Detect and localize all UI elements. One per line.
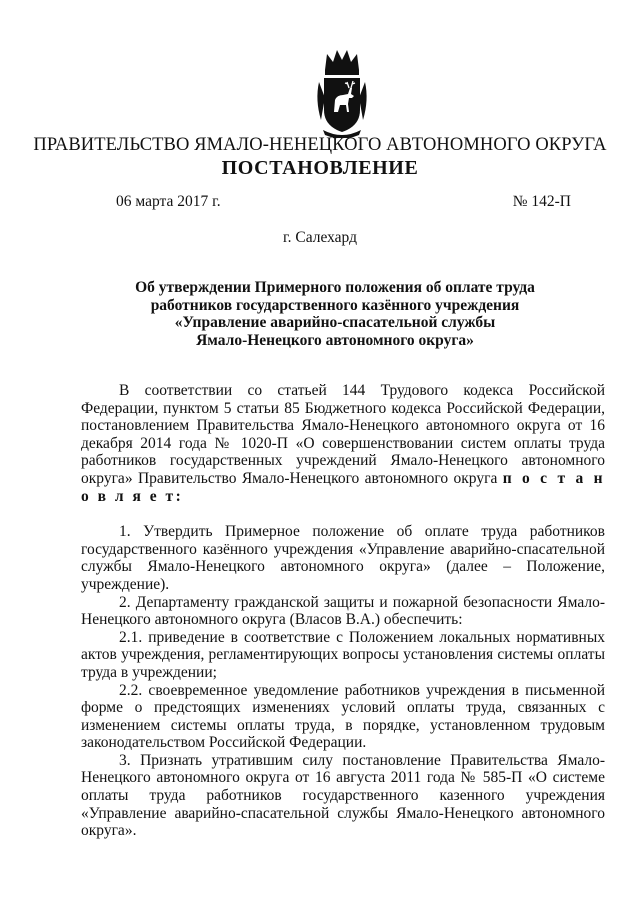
- document-subject: [100, 279, 570, 349]
- government-title: ПРАВИТЕЛЬСТВО ЯМАЛО-НЕНЕЦКОГО АВТОНОМНОГО ОКРУГА: [33, 135, 607, 155]
- clause-paragraph: 3. Признать утратившим силу постановление Правительства Ямало-Ненецкого автономного округа от 16 августа 2011 года № 585-П «О системе оплаты труда работников государственного казенного учреждения «Управление аварийно-спасательной службы Ямало-Ненецкого автономного округа».: [81, 751, 605, 840]
- coat-of-arms-icon: [313, 48, 371, 138]
- subject-line: Ямало-Ненецкого автономного округа»: [196, 331, 474, 349]
- clause-paragraph: 1. Утвердить Примерное положение об оплате труда работников государственного казённого учреждения «Управление аварийно-спасательной службы Ямало-Ненецкого автономного округа» (далее – Положение, учреждение).: [81, 523, 605, 593]
- document-city: г. Салехард: [283, 229, 357, 246]
- subject-line: Об утверждении Примерного положения об оплате труда: [135, 279, 535, 296]
- document-date: 06 марта 2017 г.: [116, 193, 221, 210]
- clause-paragraph: 2.2. своевременное уведомление работников учреждения в письменной форме о предстоящих изменениях условий оплаты труда, связанных с изменением системы оплаты труда, в порядке, установленном трудовым законодательством Российской Федерации.: [81, 681, 605, 752]
- document-number: № 142-П: [512, 193, 571, 210]
- preamble-text: В соответствии со статьей 144 Трудового кодекса Российской Федерации, пунктом 5 статьи 85 Бюджетного кодекса Российской Федерации, постановлением Правительства Ямало-Ненецкого автономного округа от 16 декабря 2014 года № 1020-П «О совершенствовании систем оплаты труда работников государственных учреждений Ямало-Ненецкого автономного округа» Правительство Ямало-Ненецкого автономного округа: [81, 382, 605, 487]
- preamble-paragraph: [81, 382, 605, 505]
- clause-paragraph: 2. Департаменту гражданской защиты и пожарной безопасности Ямало-Ненецкого автономного округа (Власов В.А.) обеспечить:: [81, 593, 605, 629]
- clause-paragraph: 2.1. приведение в соответствие с Положением локальных нормативных актов учреждения, регламентирующих вопросы установления системы оплаты труда в учреждении;: [81, 628, 605, 681]
- subject-line: работников государственного казённого учреждения: [150, 296, 520, 314]
- subject-line: «Управление аварийно-спасательной службы: [174, 314, 496, 331]
- document-type: ПОСТАНОВЛЕНИЕ: [221, 157, 419, 179]
- document-body: [81, 382, 605, 840]
- resolves-phrase: п о с т а н о в л я е т:: [81, 469, 606, 505]
